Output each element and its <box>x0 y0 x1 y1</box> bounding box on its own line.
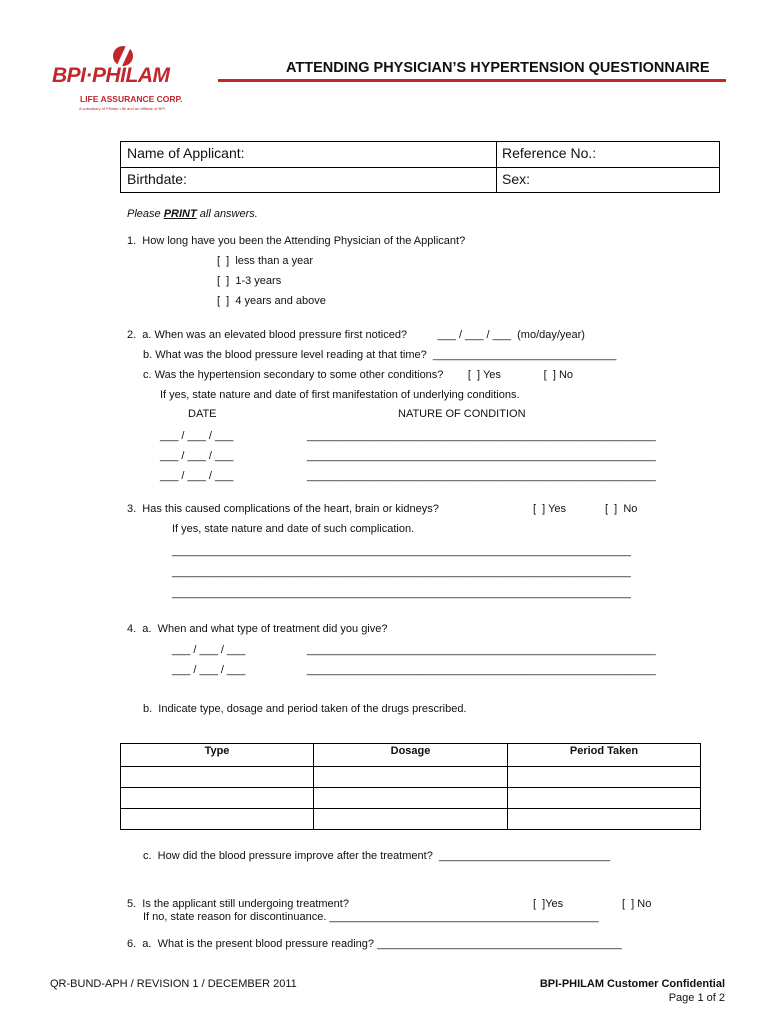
q2-date-blank[interactable]: ___ / ___ / ___ <box>160 470 234 482</box>
logo-text: BPI·PHILAM <box>52 64 170 87</box>
q3-note: If yes, state nature and date of such complication. <box>172 523 415 535</box>
q2-date-blank[interactable]: ___ / ___ / ___ <box>160 450 234 462</box>
q4-date-blank[interactable]: ___ / ___ / ___ <box>172 664 246 676</box>
applicant-info-box <box>120 141 720 193</box>
header-divider <box>218 79 726 82</box>
q2b-question[interactable]: b. What was the blood pressure level reading at that time? ______________________________ <box>143 349 617 361</box>
table-row <box>121 809 701 830</box>
footer-page-number: Page 1 of 2 <box>668 992 725 1004</box>
q1-option-4-years-above[interactable]: [ ] 4 years and above <box>217 295 326 307</box>
q5-no-checkbox[interactable]: [ ] No <box>622 898 652 910</box>
q2-nature-header: NATURE OF CONDITION <box>398 408 526 420</box>
q3-yes-checkbox[interactable]: [ ] Yes <box>533 503 567 515</box>
birthdate-field[interactable]: Birthdate: <box>127 171 187 187</box>
table-header-dosage: Dosage <box>314 744 508 767</box>
box-divider <box>121 167 719 168</box>
q2-date-header: DATE <box>188 408 217 420</box>
q4c-question[interactable]: c. How did the blood pressure improve after the treatment? ____________________________ <box>143 850 611 862</box>
q4a-question: 4. a. When and what type of treatment did you give? <box>127 623 388 635</box>
q6a-question[interactable]: 6. a. What is the present blood pressure reading? ________________________________________ <box>127 938 622 950</box>
q3-question: 3. Has this caused complications of the heart, brain or kidneys? <box>127 503 439 515</box>
q2-condition-blank[interactable]: _________________________________________________________ <box>307 470 656 482</box>
footer-form-code: QR-BUND-APH / REVISION 1 / DECEMBER 2011 <box>50 978 297 990</box>
q3-no-checkbox[interactable]: [ ] No <box>605 503 638 515</box>
table-header-period: Period Taken <box>508 744 701 767</box>
q4-treatment-blank[interactable]: _________________________________________________________ <box>307 644 656 656</box>
q2c-note: If yes, state nature and date of first manifestation of underlying conditions. <box>160 389 520 401</box>
q2c-question[interactable]: c. Was the hypertension secondary to some other conditions? [ ] Yes [ ] No <box>143 369 574 381</box>
instruction <box>127 208 258 221</box>
q1-option-1-3-years[interactable]: [ ] 1-3 years <box>217 275 282 287</box>
instruction-pre: Please <box>127 208 164 220</box>
q4b-question: b. Indicate type, dosage and period taken of the drugs prescribed. <box>143 703 467 715</box>
q2a-question[interactable]: 2. a. When was an elevated blood pressure first noticed? ___ / ___ / ___ (mo/day/year) <box>127 329 585 341</box>
table-row <box>121 767 701 788</box>
table-cell[interactable] <box>314 767 508 788</box>
table-header-row <box>121 744 701 767</box>
q5-question: 5. Is the applicant still undergoing treatment? <box>127 898 349 910</box>
q2-condition-blank[interactable]: _________________________________________________________ <box>307 430 656 442</box>
page-title: ATTENDING PHYSICIAN’S HYPERTENSION QUESTIONNAIRE <box>286 60 710 76</box>
table-cell[interactable] <box>314 809 508 830</box>
table-cell[interactable] <box>508 788 701 809</box>
footer-confidential: BPI-PHILAM Customer Confidential <box>539 978 725 990</box>
table-cell[interactable] <box>121 767 314 788</box>
q2-date-blank[interactable]: ___ / ___ / ___ <box>160 430 234 442</box>
q5-note[interactable]: If no, state reason for discontinuance. ____________________________________________ <box>143 911 599 923</box>
table-cell[interactable] <box>121 788 314 809</box>
q3-answer-line[interactable]: ___________________________________________________________________________ <box>172 587 631 599</box>
q4-treatment-blank[interactable]: _________________________________________________________ <box>307 664 656 676</box>
q1-option-less-than-year[interactable]: [ ] less than a year <box>217 255 313 267</box>
reference-no-field[interactable]: Reference No.: <box>502 145 597 161</box>
logo-subtitle: LIFE ASSURANCE CORP. <box>80 94 183 104</box>
table-cell[interactable] <box>508 809 701 830</box>
q2-condition-blank[interactable]: _________________________________________________________ <box>307 450 656 462</box>
drugs-table <box>120 743 701 830</box>
q5-yes-checkbox[interactable]: [ ]Yes <box>533 898 564 910</box>
table-cell[interactable] <box>121 809 314 830</box>
table-cell[interactable] <box>314 788 508 809</box>
name-of-applicant-field[interactable]: Name of Applicant: <box>127 145 245 161</box>
logo-tagline: A subsidiary of Philam Life and an affiliate of BPI <box>79 106 165 111</box>
q1-question: 1. How long have you been the Attending Physician of the Applicant? <box>127 235 466 247</box>
sex-field[interactable]: Sex: <box>502 171 531 187</box>
instruction-emphasis: PRINT <box>163 208 197 220</box>
table-cell[interactable] <box>508 767 701 788</box>
q3-answer-line[interactable]: ___________________________________________________________________________ <box>172 545 631 557</box>
table-row <box>121 788 701 809</box>
q4-date-blank[interactable]: ___ / ___ / ___ <box>172 644 246 656</box>
table-header-type: Type <box>121 744 314 767</box>
instruction-post: all answers. <box>196 208 258 220</box>
box-divider <box>496 142 497 192</box>
q3-answer-line[interactable]: ___________________________________________________________________________ <box>172 566 631 578</box>
